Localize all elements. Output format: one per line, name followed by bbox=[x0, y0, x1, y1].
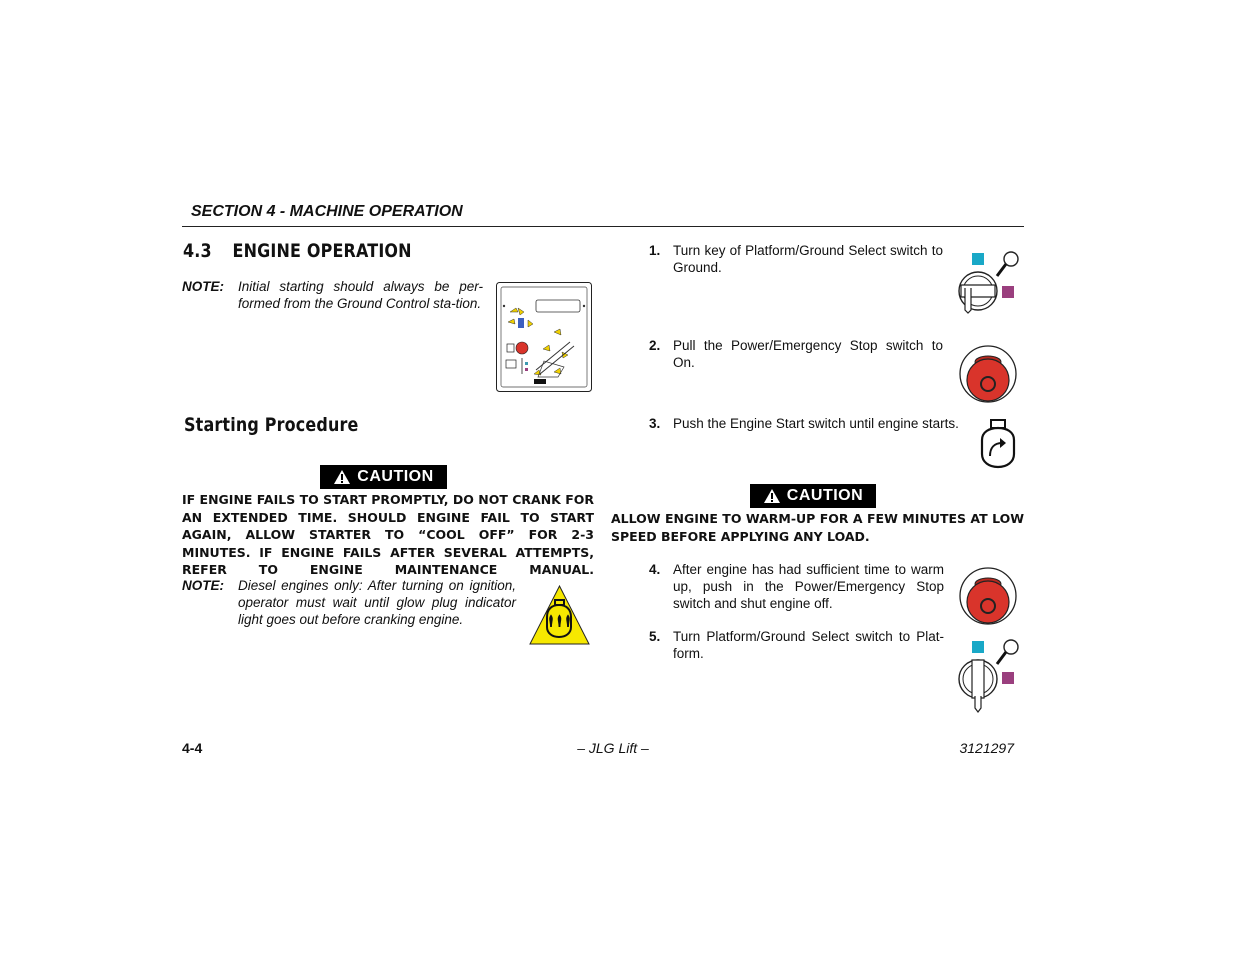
footer-center: – JLG Lift – bbox=[577, 740, 649, 756]
step-number: 2. bbox=[649, 338, 661, 353]
step-3 bbox=[649, 415, 966, 451]
note-text: Initial starting should always be per-formed from the Ground Control sta-tion. bbox=[238, 279, 483, 311]
note-text: Diesel engines only: After turning on ignition, operator must wait until glow plug indicator light goes out before cranking engine. bbox=[238, 578, 516, 627]
subheading-starting-procedure: Starting Procedure bbox=[184, 414, 359, 436]
step-text: Turn key of Platform/Ground Select switch to Ground. bbox=[673, 243, 943, 275]
warning-triangle-icon bbox=[763, 488, 781, 504]
emergency-stop-button-icon bbox=[958, 566, 1018, 626]
warning-triangle-icon bbox=[333, 469, 351, 485]
caution-label-2 bbox=[750, 484, 876, 508]
step-4 bbox=[649, 561, 944, 615]
step-text: Push the Engine Start switch until engine starts. bbox=[673, 416, 959, 431]
key-switch-ground-icon bbox=[955, 248, 1021, 314]
note-initial-starting bbox=[182, 278, 485, 330]
section-number: 4.3 bbox=[183, 240, 212, 262]
step-2 bbox=[649, 337, 943, 373]
footer-page-number: 4-4 bbox=[182, 740, 203, 756]
glow-plug-icon bbox=[529, 585, 590, 645]
ground-control-panel-icon bbox=[496, 282, 592, 392]
step-5 bbox=[649, 628, 944, 664]
engine-start-icon bbox=[976, 418, 1020, 470]
key-switch-platform-icon bbox=[955, 636, 1021, 714]
step-text: After engine has had sufficient time to warm up, push in the Power/Emergency Stop switch and shut engine off. bbox=[673, 562, 944, 611]
note-diesel-engines bbox=[182, 577, 522, 629]
step-text: Turn Platform/Ground Select switch to Plat-form. bbox=[673, 629, 944, 661]
step-number: 4. bbox=[649, 562, 661, 577]
caution-label-text: CAUTION bbox=[357, 468, 434, 485]
step-number: 3. bbox=[649, 416, 661, 431]
header-rule bbox=[182, 226, 1024, 227]
emergency-stop-button-icon bbox=[958, 344, 1018, 404]
section-title: ENGINE OPERATION bbox=[232, 240, 412, 262]
note-label: NOTE: bbox=[182, 578, 224, 593]
footer-doc-number: 3121297 bbox=[959, 740, 1014, 756]
step-1 bbox=[649, 242, 943, 278]
step-number: 5. bbox=[649, 629, 661, 644]
step-text: Pull the Power/Emergency Stop switch to On. bbox=[673, 338, 943, 370]
caution-text-1: IF ENGINE FAILS TO START PROMPTLY, DO NOT CRANK FOR AN EXTENDED TIME. SHOULD ENGINE FAIL TO START AGAIN, ALLOW STARTER TO “COOL OFF” FOR 2-3 MINUTES. IF ENGINE FAILS AFTER SEVERAL ATTEMPTS, REFER TO ENGINE MAINTENANCE MANUAL. bbox=[182, 492, 594, 577]
caution-text-2: ALLOW ENGINE TO WARM-UP FOR A FEW MINUTES AT LOW SPEED BEFORE APPLYING ANY LOAD. bbox=[611, 511, 1024, 544]
caution-label-1 bbox=[320, 465, 447, 489]
step-number: 1. bbox=[649, 243, 661, 258]
note-label: NOTE: bbox=[182, 279, 224, 294]
caution-label-text: CAUTION bbox=[786, 487, 864, 504]
section-heading bbox=[183, 240, 412, 262]
section-header: SECTION 4 - MACHINE OPERATION bbox=[191, 203, 463, 220]
